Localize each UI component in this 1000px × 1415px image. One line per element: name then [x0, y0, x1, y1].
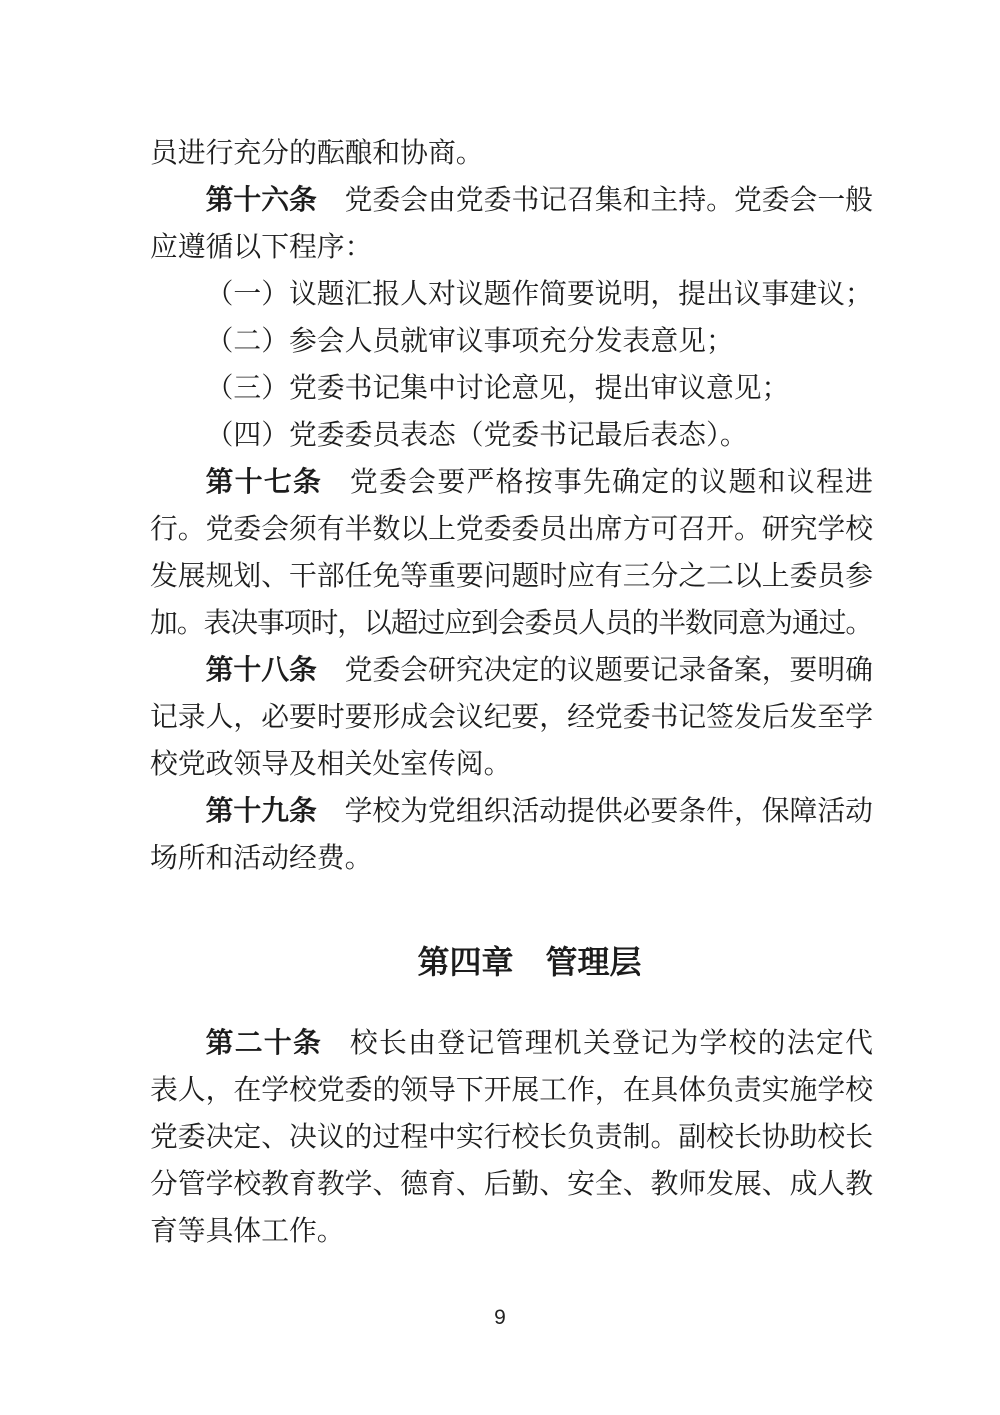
body-line	[150, 553, 873, 600]
body-text: 校长由登记管理机关登记为学校的法定代	[349, 1028, 873, 1059]
body-text: （一）议题汇报人对议题作简要说明，提出议事建议；	[205, 279, 873, 310]
body-text: 党委会研究决定的议题要记录备案，要明确	[344, 655, 873, 686]
body-text: 校党政领导及相关处室传阅。	[150, 749, 512, 780]
list-item	[150, 271, 873, 318]
body-line	[150, 459, 873, 506]
body-text: 加。表决事项时，以超过应到会委员人员的半数同意为通过。	[150, 608, 873, 639]
body-line	[150, 647, 873, 694]
article-number: 第十六条	[205, 185, 317, 216]
list-item	[150, 412, 873, 459]
body-text: 育等具体工作。	[150, 1216, 345, 1247]
list-item	[150, 365, 873, 412]
body-line	[150, 1208, 873, 1255]
body-line	[150, 835, 873, 882]
body-text: 党委会要严格按事先确定的议题和议程进	[349, 467, 873, 498]
body-line	[150, 741, 873, 788]
body-line	[150, 1020, 873, 1067]
body-line	[150, 1067, 873, 1114]
body-text: 行。党委会须有半数以上党委委员出席方可召开。研究学校	[150, 514, 873, 545]
body-line	[150, 788, 873, 835]
article-number: 第十八条	[205, 655, 317, 686]
article-number: 第十九条	[205, 796, 317, 827]
body-line	[150, 694, 873, 741]
body-text: 表人，在学校党委的领导下开展工作，在具体负责实施学校	[150, 1075, 873, 1106]
body-text: （四）党委委员表态（党委书记最后表态）。	[205, 420, 748, 451]
document-body	[150, 130, 873, 1255]
page-number: 9	[494, 1306, 506, 1329]
body-text: 党委决定、决议的过程中实行校长负责制。副校长协助校长	[150, 1122, 873, 1153]
body-text: 场所和活动经费。	[150, 843, 373, 874]
article-number: 第二十条	[205, 1028, 323, 1059]
body-text: （三）党委书记集中讨论意见，提出审议意见；	[205, 373, 790, 404]
article-number: 第十七条	[205, 467, 323, 498]
chapter-heading: 第四章 管理层	[417, 944, 642, 980]
body-text: （二）参会人员就审议事项充分发表意见；	[205, 326, 734, 357]
body-line	[150, 224, 873, 271]
body-text: 员进行充分的酝酿和协商。	[150, 138, 484, 169]
body-line	[150, 600, 873, 647]
body-text: 应遵循以下程序：	[150, 232, 373, 263]
body-line	[150, 130, 873, 177]
body-line	[150, 1114, 873, 1161]
body-text: 学校为党组织活动提供必要条件，保障活动	[344, 796, 873, 827]
body-line	[150, 1161, 873, 1208]
body-text: 发展规划、干部任免等重要问题时应有三分之二以上委员参	[150, 561, 873, 592]
body-text: 分管学校教育教学、德育、后勤、安全、教师发展、成人教	[150, 1169, 873, 1200]
list-item	[150, 318, 873, 365]
body-line	[150, 177, 873, 224]
body-text: 党委会由党委书记召集和主持。党委会一般	[344, 185, 873, 216]
body-text: 记录人，必要时要形成会议纪要，经党委书记签发后发至学	[150, 702, 873, 733]
body-line	[150, 506, 873, 553]
